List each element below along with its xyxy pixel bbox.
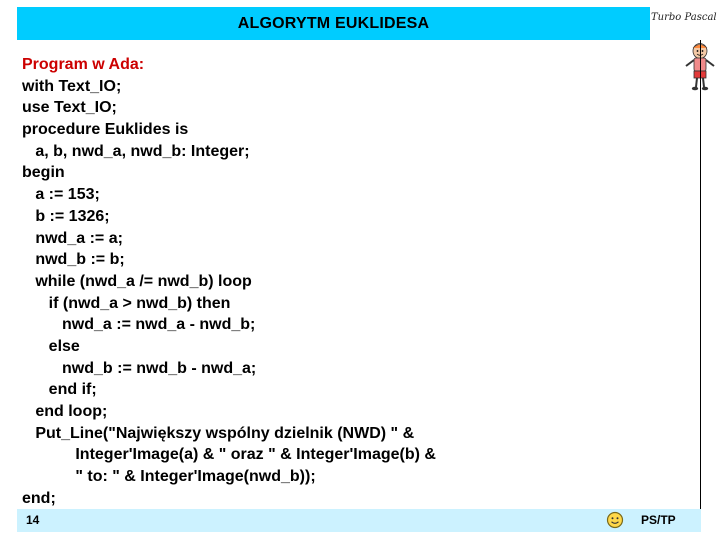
footer-bar (17, 509, 701, 532)
slide-title: ALGORYTM EUKLIDESA (237, 14, 430, 32)
code-line: else (22, 337, 80, 355)
code-line: nwd_a := nwd_a - nwd_b; (22, 316, 256, 334)
brand-logo-text: Turbo Pascal (651, 12, 717, 23)
code-line: end; (22, 489, 56, 507)
code-heading: Program w Ada: (22, 56, 145, 73)
right-divider-line (700, 40, 701, 510)
code-line: " to: " & Integer'Image(nwd_b)); (22, 468, 316, 486)
code-line: use Text_IO; (22, 99, 117, 117)
code-line: nwd_b := b; (22, 251, 125, 269)
code-line: procedure Euklides is (22, 121, 189, 139)
code-line: nwd_a := a; (22, 229, 123, 247)
code-line: begin (22, 164, 65, 182)
smiley-nav-icon[interactable] (606, 511, 624, 529)
code-line: nwd_b := nwd_b - nwd_a; (22, 359, 257, 377)
code-line: a := 153; (22, 186, 100, 204)
code-line: if (nwd_a > nwd_b) then (22, 294, 231, 312)
code-block (22, 54, 436, 509)
code-line: while (nwd_a /= nwd_b) loop (22, 272, 252, 290)
page-number: 14 (26, 513, 40, 527)
code-line: end loop; (22, 403, 108, 420)
code-line: end if; (22, 381, 97, 399)
code-line: Put_Line("Największy wspólny dzielnik (NWD) " & (22, 424, 415, 442)
code-line: Integer'Image(a) & " oraz " & Integer'Image(b) & (22, 446, 436, 464)
code-line: b := 1326; (22, 207, 110, 225)
code-line: with Text_IO; (22, 77, 122, 95)
title-bar (17, 7, 650, 40)
author-label: PS/TP (641, 513, 676, 527)
code-line: a, b, nwd_a, nwd_b: Integer; (22, 142, 250, 160)
